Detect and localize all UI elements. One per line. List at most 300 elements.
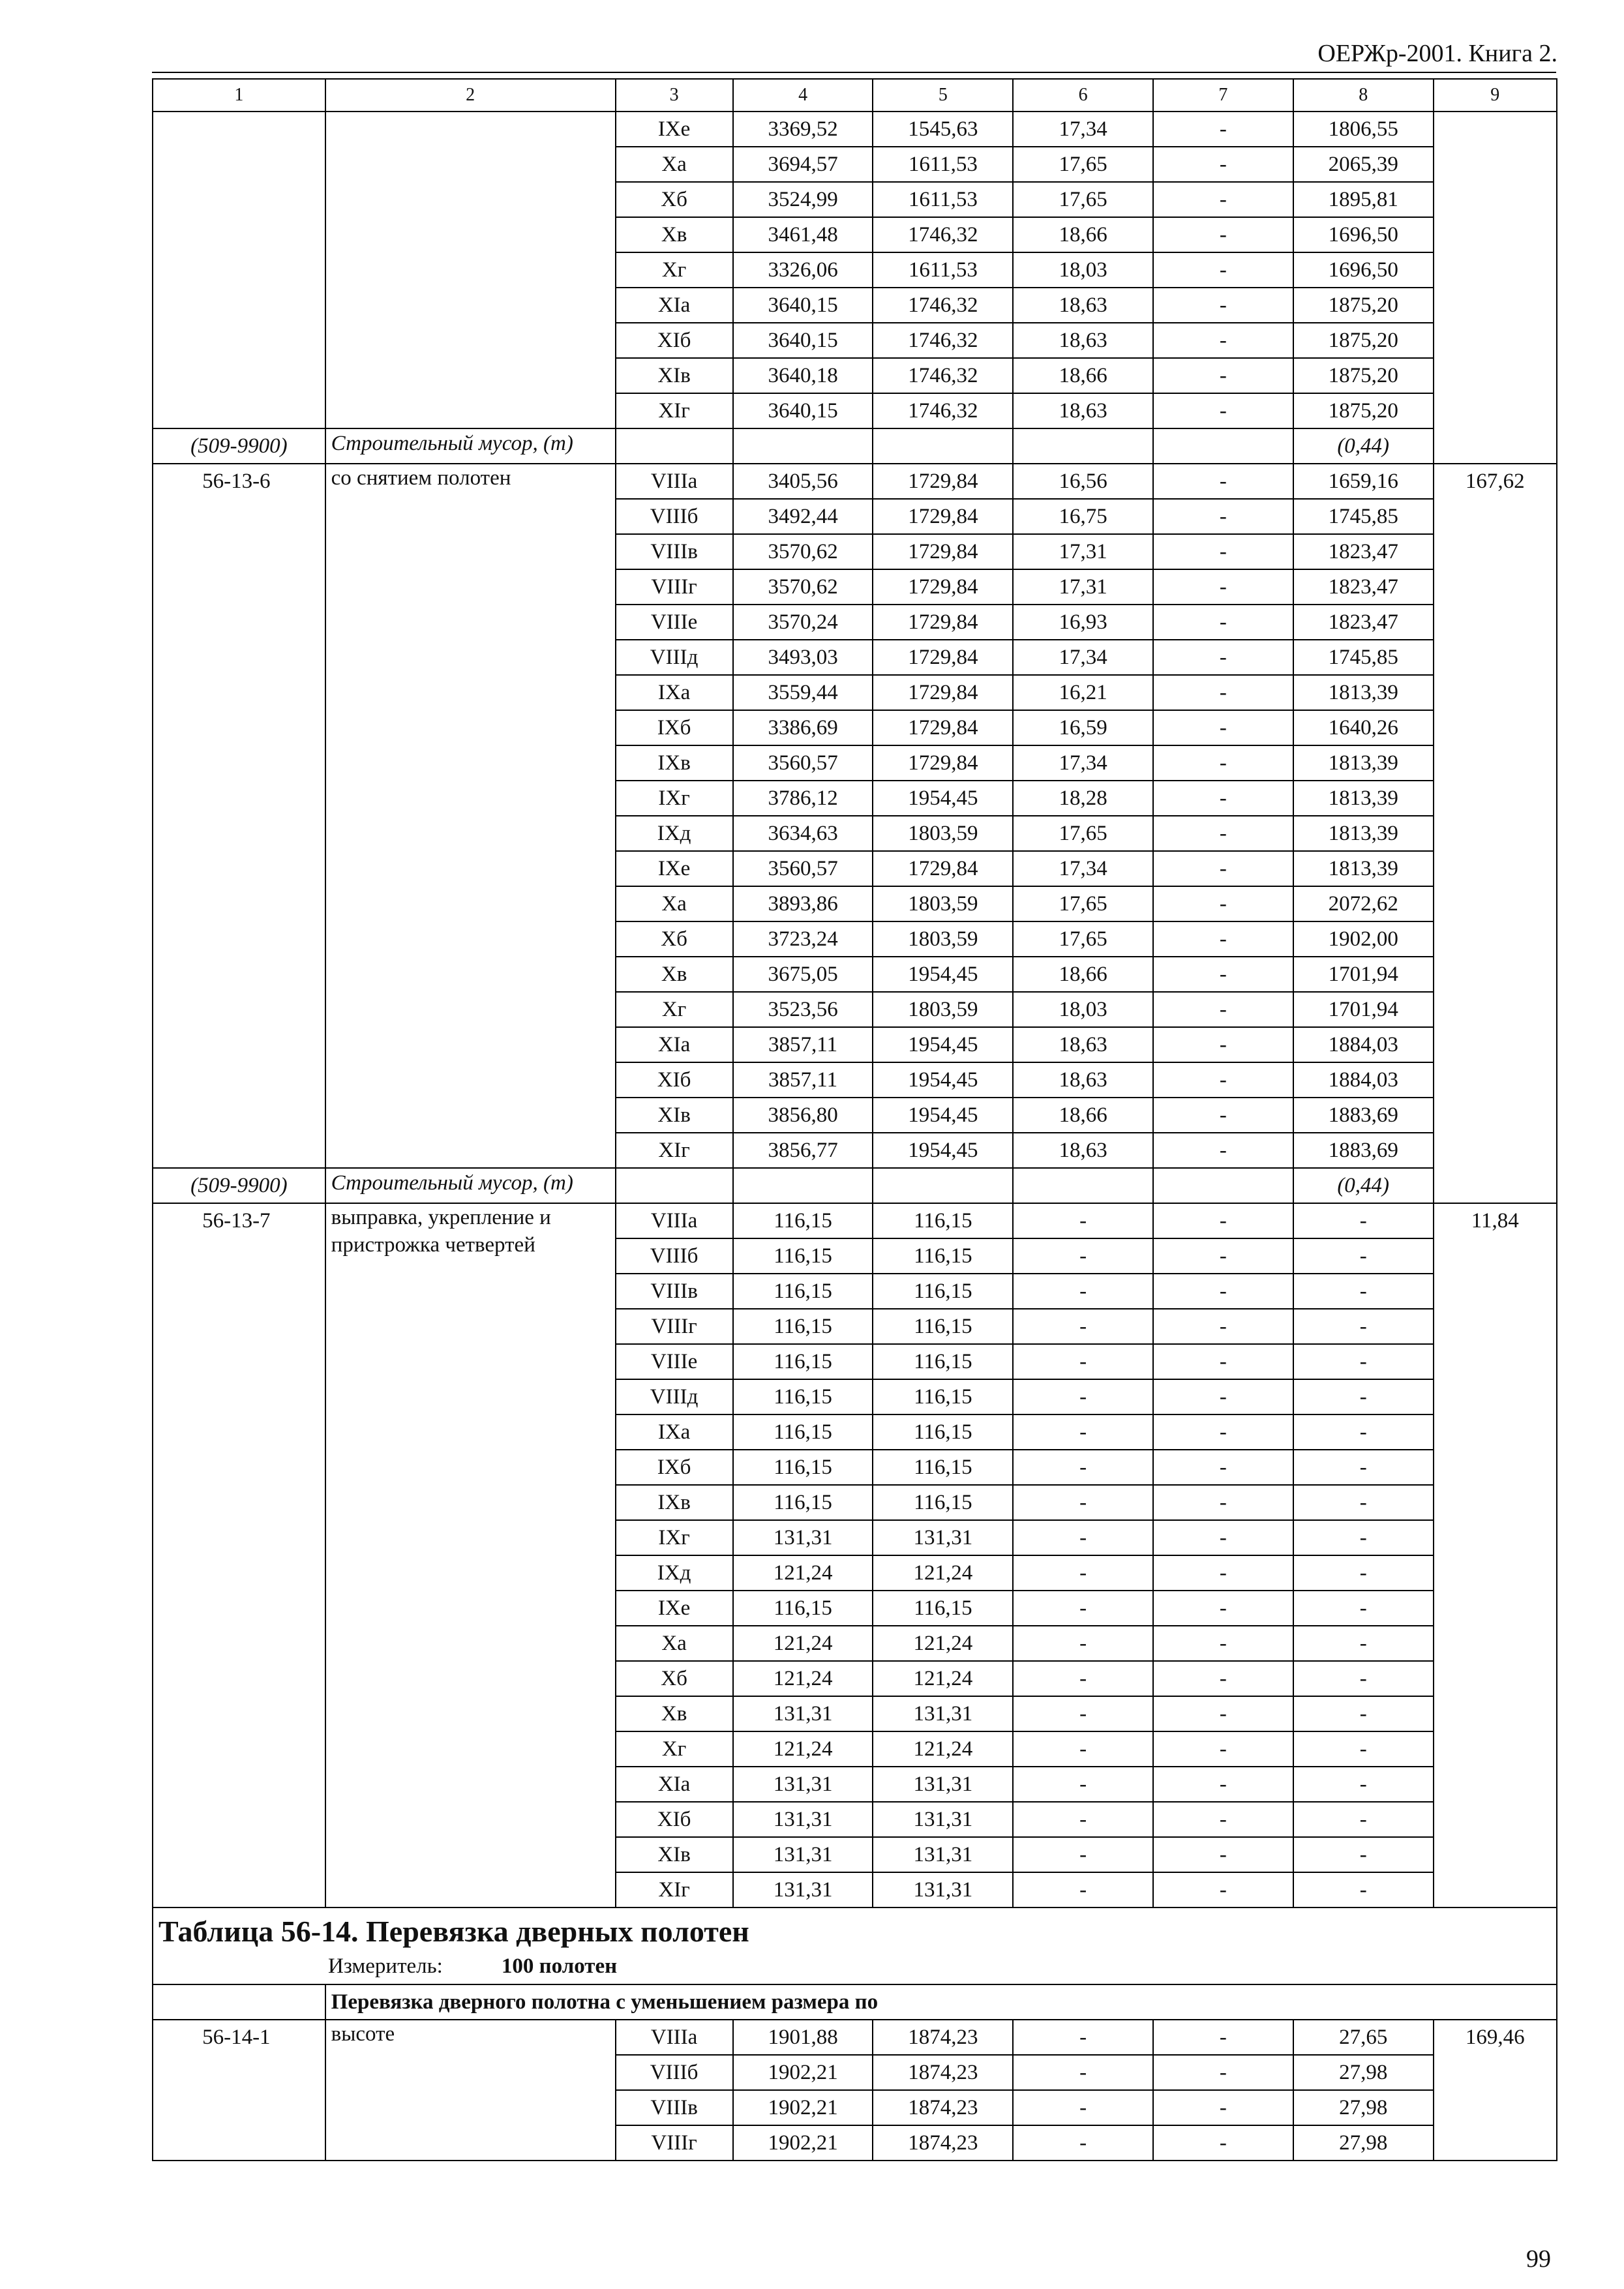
value-cell: 18,63 [1013, 1027, 1153, 1062]
value-cell: - [1293, 1485, 1434, 1520]
value-cell: 116,15 [873, 1309, 1013, 1344]
value-cell: - [1013, 1731, 1153, 1767]
zone-label: IXг [616, 781, 733, 816]
measure-label: Измеритель: [328, 1954, 443, 1978]
value-cell: 18,63 [1013, 1062, 1153, 1098]
value-cell: 3523,56 [733, 992, 873, 1027]
value-cell: - [1013, 2055, 1153, 2090]
value-cell: 3723,24 [733, 921, 873, 957]
value-cell: 116,15 [733, 1203, 873, 1238]
value-cell: 131,31 [733, 1837, 873, 1872]
column-number: 9 [1434, 79, 1557, 112]
value-cell: - [1153, 1379, 1293, 1414]
value-cell: 17,34 [1013, 640, 1153, 675]
zone-label: IXв [616, 745, 733, 781]
value-cell: 116,15 [733, 1485, 873, 1520]
value-cell: 116,15 [873, 1203, 1013, 1238]
value-cell: - [1153, 358, 1293, 393]
value-cell: - [1013, 1344, 1153, 1379]
empty-cell [733, 1168, 873, 1203]
zone-label: VIIIг [616, 2125, 733, 2161]
value-cell: 1729,84 [873, 710, 1013, 745]
value-cell: 116,15 [873, 1485, 1013, 1520]
value-cell: 3634,63 [733, 816, 873, 851]
value-cell: 1902,21 [733, 2055, 873, 2090]
value-cell: 18,63 [1013, 323, 1153, 358]
value-cell: 1874,23 [873, 2020, 1013, 2055]
column-number: 6 [1013, 79, 1153, 112]
value-cell: - [1293, 1379, 1434, 1414]
value-cell: 27,98 [1293, 2090, 1434, 2125]
value-cell: - [1013, 1767, 1153, 1802]
zone-label: VIIIа [616, 464, 733, 499]
value-cell: 1729,84 [873, 675, 1013, 710]
value-cell: 1729,84 [873, 605, 1013, 640]
note-code: (509-9900) [153, 1168, 325, 1203]
value-cell: 116,15 [733, 1344, 873, 1379]
value-cell: - [1153, 957, 1293, 992]
value-cell: 1611,53 [873, 182, 1013, 217]
value-cell: 1696,50 [1293, 217, 1434, 252]
value-cell: 1875,20 [1293, 358, 1434, 393]
value-cell: 121,24 [873, 1731, 1013, 1767]
value-cell: 1701,94 [1293, 992, 1434, 1027]
zone-label: VIIIг [616, 1309, 733, 1344]
zone-label: Xв [616, 217, 733, 252]
zone-label: IXа [616, 1414, 733, 1450]
value-cell: 18,66 [1013, 1098, 1153, 1133]
value-cell: 18,63 [1013, 393, 1153, 428]
value-cell: 1659,16 [1293, 464, 1434, 499]
value-cell: 3570,62 [733, 569, 873, 605]
value-cell: - [1013, 1661, 1153, 1696]
value-cell: 17,34 [1013, 112, 1153, 147]
value-cell: - [1013, 1802, 1153, 1837]
zone-label: XIа [616, 288, 733, 323]
zone-label: IXе [616, 1591, 733, 1626]
value-cell: 18,66 [1013, 217, 1153, 252]
value-cell: 1954,45 [873, 1062, 1013, 1098]
value-cell: 17,65 [1013, 182, 1153, 217]
value-cell: - [1153, 1731, 1293, 1767]
value-cell: 3559,44 [733, 675, 873, 710]
column-number: 3 [616, 79, 733, 112]
value-cell: - [1293, 1450, 1434, 1485]
value-cell: - [1153, 886, 1293, 921]
value-cell: 1902,21 [733, 2090, 873, 2125]
value-cell: 1883,69 [1293, 1133, 1434, 1168]
note-row [153, 428, 1557, 464]
value-cell: - [1153, 182, 1293, 217]
value-cell: 18,66 [1013, 358, 1153, 393]
value-cell: 3856,77 [733, 1133, 873, 1168]
note-row [153, 1168, 1557, 1203]
value-cell: 131,31 [873, 1696, 1013, 1731]
zone-label: VIIIб [616, 2055, 733, 2090]
value-cell: 116,15 [873, 1379, 1013, 1414]
value-cell: 2065,39 [1293, 147, 1434, 182]
value-cell: 3386,69 [733, 710, 873, 745]
zone-label: XIб [616, 1062, 733, 1098]
zone-label: XIв [616, 1098, 733, 1133]
value-cell: 131,31 [733, 1872, 873, 1908]
header-rule [152, 72, 1556, 73]
column-number: 5 [873, 79, 1013, 112]
zone-label: VIIIа [616, 1203, 733, 1238]
value-cell: 1901,88 [733, 2020, 873, 2055]
value-cell: - [1153, 1309, 1293, 1344]
value-cell: - [1153, 640, 1293, 675]
value-cell: - [1013, 1414, 1153, 1450]
value-cell: 116,15 [733, 1414, 873, 1450]
value-cell: - [1153, 781, 1293, 816]
value-cell: - [1013, 2125, 1153, 2161]
empty-cell [1153, 428, 1293, 464]
note-value: (0,44) [1293, 1168, 1434, 1203]
value-cell: - [1293, 1203, 1434, 1238]
value-cell: 116,15 [733, 1238, 873, 1274]
zone-label: VIIIд [616, 1379, 733, 1414]
value-cell: - [1153, 851, 1293, 886]
value-cell: - [1013, 1626, 1153, 1661]
column-9-value: 11,84 [1434, 1203, 1557, 1908]
page-number: 99 [1526, 2245, 1551, 2273]
value-cell: 1806,55 [1293, 112, 1434, 147]
work-name: со снятием полотен [325, 464, 616, 1168]
zone-label: VIIIе [616, 605, 733, 640]
value-cell: - [1013, 1591, 1153, 1626]
value-cell: - [1153, 710, 1293, 745]
zone-label: IXв [616, 1485, 733, 1520]
value-cell: 1729,84 [873, 534, 1013, 569]
zone-label: IXа [616, 675, 733, 710]
value-cell: 27,98 [1293, 2055, 1434, 2090]
value-cell: 116,15 [733, 1274, 873, 1309]
value-cell: 3857,11 [733, 1062, 873, 1098]
value-cell: 16,21 [1013, 675, 1153, 710]
empty-cell [1434, 112, 1557, 464]
value-cell: 1803,59 [873, 816, 1013, 851]
value-cell: 1883,69 [1293, 1098, 1434, 1133]
value-cell: 27,98 [1293, 2125, 1434, 2161]
value-cell: 1746,32 [873, 358, 1013, 393]
value-cell: 1823,47 [1293, 605, 1434, 640]
value-cell: 3640,15 [733, 323, 873, 358]
value-cell: 1701,94 [1293, 957, 1434, 992]
value-cell: 1954,45 [873, 781, 1013, 816]
value-cell: 1729,84 [873, 745, 1013, 781]
value-cell: - [1153, 1485, 1293, 1520]
value-cell: 131,31 [733, 1767, 873, 1802]
value-cell: 17,65 [1013, 816, 1153, 851]
value-cell: 3640,15 [733, 393, 873, 428]
zone-label: VIIIд [616, 640, 733, 675]
table-title: Таблица 56-14. Перевязка дверных полотен [158, 1915, 749, 1948]
value-cell: 1745,85 [1293, 640, 1434, 675]
value-cell: 1545,63 [873, 112, 1013, 147]
zone-label: XIа [616, 1027, 733, 1062]
value-cell: - [1153, 1555, 1293, 1591]
value-cell: 121,24 [733, 1626, 873, 1661]
value-cell: 1902,00 [1293, 921, 1434, 957]
value-cell: 3786,12 [733, 781, 873, 816]
value-cell: 17,31 [1013, 569, 1153, 605]
zone-label: IXд [616, 816, 733, 851]
value-cell: - [1013, 1450, 1153, 1485]
value-cell: - [1293, 1802, 1434, 1837]
value-cell: 1902,21 [733, 2125, 873, 2161]
zone-label: XIв [616, 1837, 733, 1872]
value-cell: 1696,50 [1293, 252, 1434, 288]
value-cell: 18,28 [1013, 781, 1153, 816]
value-cell: 3560,57 [733, 745, 873, 781]
empty-cell [153, 112, 325, 428]
value-cell: - [1153, 1802, 1293, 1837]
zone-label: Xв [616, 957, 733, 992]
table-caption-row [153, 1908, 1557, 1984]
value-cell: 1954,45 [873, 1027, 1013, 1062]
empty-cell [873, 428, 1013, 464]
value-cell: - [1153, 217, 1293, 252]
table-row [153, 112, 1557, 147]
value-cell: - [1013, 1379, 1153, 1414]
value-cell: 3570,24 [733, 605, 873, 640]
value-cell: 3570,62 [733, 534, 873, 569]
value-cell: - [1153, 499, 1293, 534]
value-cell: 27,65 [1293, 2020, 1434, 2055]
document-header: ОЕРЖр-2001. Книга 2. [1317, 40, 1557, 67]
zone-label: VIIIг [616, 569, 733, 605]
empty-cell [153, 1984, 325, 2020]
zone-label: IXг [616, 1520, 733, 1555]
value-cell: - [1153, 992, 1293, 1027]
rate-code: 56-14-1 [153, 2020, 325, 2161]
zone-label: XIб [616, 323, 733, 358]
value-cell: 1823,47 [1293, 569, 1434, 605]
value-cell: - [1153, 1767, 1293, 1802]
zone-label: XIб [616, 1802, 733, 1837]
value-cell: - [1153, 2090, 1293, 2125]
value-cell: 1884,03 [1293, 1062, 1434, 1098]
value-cell: - [1153, 1344, 1293, 1379]
column-number: 8 [1293, 79, 1434, 112]
value-cell: - [1153, 1027, 1293, 1062]
value-cell: 121,24 [733, 1661, 873, 1696]
note-value: (0,44) [1293, 428, 1434, 464]
value-cell: 116,15 [873, 1591, 1013, 1626]
value-cell: - [1153, 393, 1293, 428]
value-cell: 1746,32 [873, 217, 1013, 252]
zone-label: IXе [616, 112, 733, 147]
value-cell: - [1153, 1872, 1293, 1908]
value-cell: 3857,11 [733, 1027, 873, 1062]
value-cell: 131,31 [873, 1837, 1013, 1872]
work-name: выправка, укрепление и пристрожка четвертей [325, 1203, 616, 1908]
column-number: 1 [153, 79, 325, 112]
value-cell: 131,31 [733, 1520, 873, 1555]
value-cell: 1803,59 [873, 886, 1013, 921]
value-cell: 3675,05 [733, 957, 873, 992]
value-cell: - [1153, 323, 1293, 358]
value-cell: 1611,53 [873, 252, 1013, 288]
note-code: (509-9900) [153, 428, 325, 464]
zone-label: Xа [616, 147, 733, 182]
value-cell: 1803,59 [873, 921, 1013, 957]
column-9-value: 169,46 [1434, 2020, 1557, 2161]
value-cell: - [1153, 1626, 1293, 1661]
value-cell: - [1153, 2055, 1293, 2090]
value-cell: 1874,23 [873, 2125, 1013, 2161]
value-cell: 116,15 [733, 1379, 873, 1414]
zone-label: XIг [616, 393, 733, 428]
value-cell: 1954,45 [873, 1098, 1013, 1133]
value-cell: 1813,39 [1293, 781, 1434, 816]
value-cell: - [1153, 1274, 1293, 1309]
value-cell: 17,65 [1013, 147, 1153, 182]
value-cell: 3893,86 [733, 886, 873, 921]
value-cell: 1874,23 [873, 2055, 1013, 2090]
value-cell: - [1013, 1872, 1153, 1908]
value-cell: 116,15 [733, 1309, 873, 1344]
value-cell: 17,65 [1013, 886, 1153, 921]
value-cell: 131,31 [873, 1520, 1013, 1555]
value-cell: - [1293, 1344, 1434, 1379]
value-cell: 1884,03 [1293, 1027, 1434, 1062]
value-cell: 2072,62 [1293, 886, 1434, 921]
value-cell: - [1293, 1626, 1434, 1661]
value-cell: 131,31 [733, 1802, 873, 1837]
value-cell: - [1153, 1098, 1293, 1133]
zone-label: XIа [616, 1767, 733, 1802]
value-cell: - [1153, 1133, 1293, 1168]
zone-label: VIIIе [616, 1344, 733, 1379]
empty-cell [325, 112, 616, 428]
value-cell: 1611,53 [873, 147, 1013, 182]
value-cell: - [1153, 816, 1293, 851]
value-cell: - [1293, 1731, 1434, 1767]
zone-label: IXд [616, 1555, 733, 1591]
subtitle-row [153, 1984, 1557, 2020]
value-cell: 121,24 [873, 1626, 1013, 1661]
value-cell: 1729,84 [873, 640, 1013, 675]
value-cell: - [1153, 1661, 1293, 1696]
value-cell: 116,15 [873, 1238, 1013, 1274]
value-cell: 3856,80 [733, 1098, 873, 1133]
value-cell: 1813,39 [1293, 675, 1434, 710]
column-9-value: 167,62 [1434, 464, 1557, 1203]
value-cell: 3694,57 [733, 147, 873, 182]
empty-cell [1013, 428, 1153, 464]
value-cell: - [1153, 2020, 1293, 2055]
value-cell: 3461,48 [733, 217, 873, 252]
value-cell: 1746,32 [873, 393, 1013, 428]
value-cell: - [1013, 1238, 1153, 1274]
value-cell: 3369,52 [733, 112, 873, 147]
empty-cell [1013, 1168, 1153, 1203]
table-row [153, 464, 1557, 499]
empty-cell [616, 1168, 733, 1203]
value-cell: - [1153, 112, 1293, 147]
measure-line [158, 1951, 1551, 1981]
value-cell: 1729,84 [873, 464, 1013, 499]
value-cell: 116,15 [873, 1414, 1013, 1450]
zone-label: IXб [616, 710, 733, 745]
value-cell: 1729,84 [873, 569, 1013, 605]
column-number: 2 [325, 79, 616, 112]
value-cell: - [1293, 1274, 1434, 1309]
note-text: Строительный мусор, (т) [325, 1168, 616, 1203]
value-cell: 116,15 [873, 1274, 1013, 1309]
value-cell: 18,63 [1013, 288, 1153, 323]
value-cell: - [1153, 675, 1293, 710]
value-cell: - [1153, 569, 1293, 605]
value-cell: 16,59 [1013, 710, 1153, 745]
value-cell: - [1153, 921, 1293, 957]
value-cell: 18,03 [1013, 252, 1153, 288]
zone-label: Xв [616, 1696, 733, 1731]
value-cell: 1813,39 [1293, 816, 1434, 851]
value-cell: 3326,06 [733, 252, 873, 288]
value-cell: - [1153, 1203, 1293, 1238]
value-cell: 3405,56 [733, 464, 873, 499]
value-cell: - [1153, 2125, 1293, 2161]
value-cell: 121,24 [873, 1555, 1013, 1591]
value-cell: 3492,44 [733, 499, 873, 534]
value-cell: 1746,32 [873, 288, 1013, 323]
value-cell: 3640,18 [733, 358, 873, 393]
value-cell: - [1153, 1696, 1293, 1731]
value-cell: 1875,20 [1293, 288, 1434, 323]
value-cell: - [1013, 1837, 1153, 1872]
value-cell: - [1153, 745, 1293, 781]
value-cell: - [1013, 1274, 1153, 1309]
value-cell: - [1293, 1555, 1434, 1591]
value-cell: 1640,26 [1293, 710, 1434, 745]
value-cell: - [1013, 1485, 1153, 1520]
value-cell: - [1153, 1238, 1293, 1274]
value-cell: 16,75 [1013, 499, 1153, 534]
measure-value: 100 полотен [501, 1954, 618, 1978]
zone-label: VIIIб [616, 499, 733, 534]
table-caption [153, 1908, 1557, 1984]
value-cell: 121,24 [733, 1731, 873, 1767]
value-cell: 17,31 [1013, 534, 1153, 569]
value-cell: 1729,84 [873, 851, 1013, 886]
rate-table [152, 78, 1557, 2161]
zone-label: XIв [616, 358, 733, 393]
value-cell: - [1013, 1309, 1153, 1344]
value-cell: 1954,45 [873, 1133, 1013, 1168]
value-cell: - [1153, 1837, 1293, 1872]
value-cell: 116,15 [873, 1344, 1013, 1379]
value-cell: 1954,45 [873, 957, 1013, 992]
value-cell: 18,63 [1013, 1133, 1153, 1168]
value-cell: - [1013, 1203, 1153, 1238]
value-cell: - [1013, 2090, 1153, 2125]
value-cell: 116,15 [733, 1450, 873, 1485]
value-cell: - [1153, 1591, 1293, 1626]
value-cell: 16,93 [1013, 605, 1153, 640]
value-cell: 131,31 [873, 1767, 1013, 1802]
zone-label: XIг [616, 1872, 733, 1908]
zone-label: VIIIв [616, 2090, 733, 2125]
value-cell: - [1013, 1555, 1153, 1591]
value-cell: - [1293, 1696, 1434, 1731]
value-cell: 1746,32 [873, 323, 1013, 358]
value-cell: 1803,59 [873, 992, 1013, 1027]
value-cell: 121,24 [733, 1555, 873, 1591]
value-cell: - [1153, 288, 1293, 323]
